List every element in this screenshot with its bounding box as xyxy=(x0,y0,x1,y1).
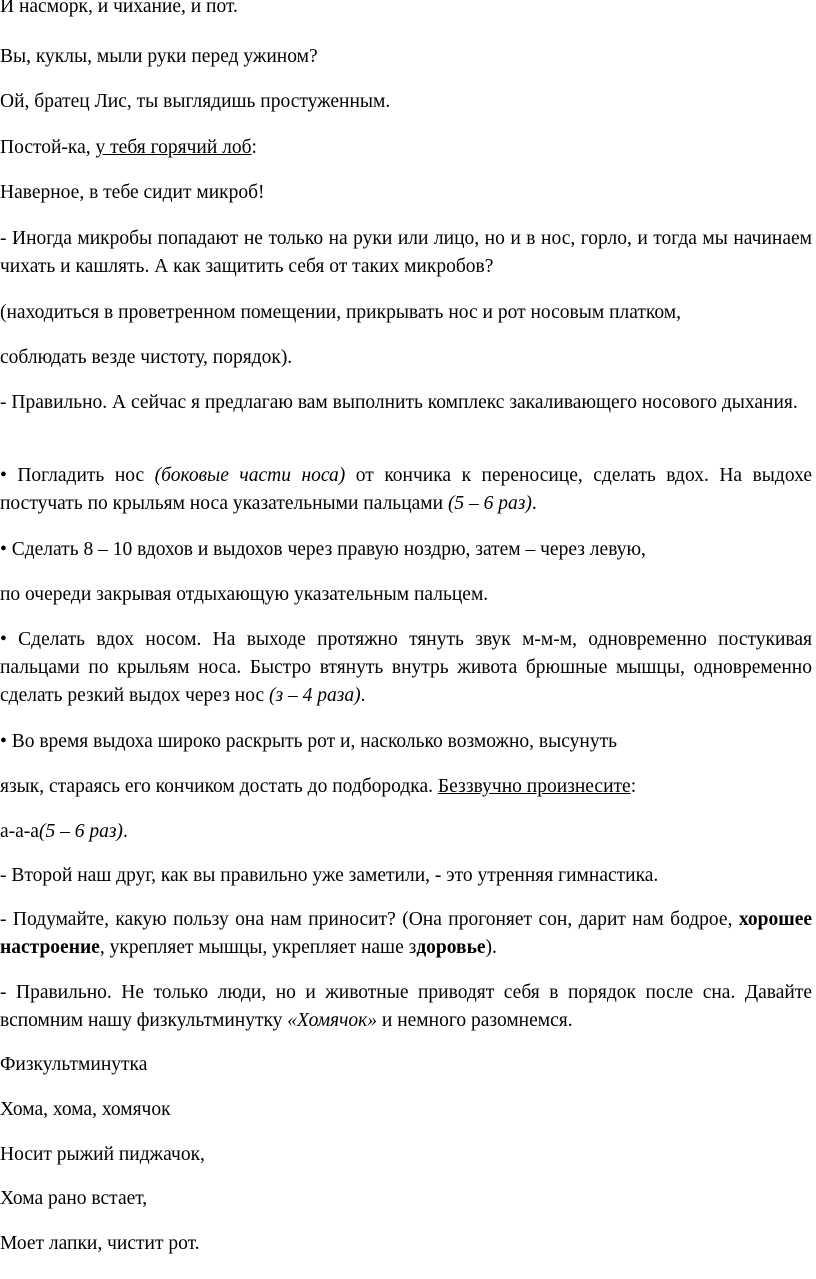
text-span: Хома, хома, хомячок xyxy=(0,1099,171,1120)
text-span: - Второй наш друг, как вы правильно уже заметили, - это утренняя гимнастика. xyxy=(0,865,659,886)
text-line xyxy=(0,0,812,21)
text-span: Ой, братец Лис, ты выглядишь простуженным. xyxy=(0,91,391,112)
italic-text: (5 – 6 раз) xyxy=(38,821,123,842)
text-span: , укрепляет мышцы, укрепляет наше з xyxy=(99,937,417,958)
underlined-text: у тебя горячий лоб xyxy=(95,137,252,158)
text-line xyxy=(0,134,812,162)
text-span: . xyxy=(531,493,537,514)
text-span: Постой-ка, xyxy=(0,137,96,158)
text-line xyxy=(0,773,812,801)
text-span: : xyxy=(251,137,257,158)
text-span: а-а-а xyxy=(0,821,39,842)
text-span: - Правильно. Не только люди, но и животные приводят себя в порядок после сна. Давайте вспомним нашу физкультминутку xyxy=(0,982,812,1031)
italic-text: (з – 4 раза) xyxy=(268,685,361,706)
paragraph xyxy=(0,979,812,1035)
text-span: • Во время выдоха широко раскрыть рот и, насколько возможно, высунуть xyxy=(0,731,617,752)
text-line xyxy=(0,43,812,71)
text-span: - Подумайте, какую пользу она нам приносит? (Она прогоняет сон, дарит нам бодрое, xyxy=(0,909,739,930)
text-line xyxy=(0,299,812,327)
text-span: Наверное, в тебе сидит микроб! xyxy=(0,182,265,203)
text-line xyxy=(0,88,812,116)
text-line xyxy=(0,179,812,207)
text-span: : xyxy=(630,776,637,797)
bold-text: доровье xyxy=(416,937,486,958)
text-span: • Сделать 8 – 10 вдохов и выдохов через правую ноздрю, затем – через левую, xyxy=(0,539,646,560)
text-line xyxy=(0,1230,812,1258)
text-span: . xyxy=(360,685,366,706)
text-line xyxy=(0,1051,812,1079)
text-span: Вы, куклы, мыли руки перед ужином? xyxy=(0,46,318,67)
text-span: Хома рано встает, xyxy=(0,1188,148,1209)
text-line xyxy=(0,1141,812,1169)
bold-text: хорошее настроение xyxy=(0,909,812,958)
text-line xyxy=(0,536,812,564)
italic-text: «Хомячок» xyxy=(287,1010,378,1031)
text-line xyxy=(0,581,812,609)
text-span: И насморк, и чихание, и пот. xyxy=(0,0,238,17)
text-span: Носит рыжий пиджачок, xyxy=(0,1144,205,1165)
text-span: • Сделать вдох носом. На выходе протяжно тянуть звук м-м-м, одновременно постукивая пальцами по крыльям носа. Быстро втянуть внутрь живота брюшные мышцы, одновременно сделать резкий выдох через нос xyxy=(0,629,812,706)
text-span: - Правильно. А сейчас я предлагаю вам выполнить комплекс закаливающего носового дыхания. xyxy=(0,392,798,413)
paragraph xyxy=(0,626,812,710)
text-span: и немного разомнемся. xyxy=(377,1010,573,1031)
text-line xyxy=(0,1096,812,1124)
text-line xyxy=(0,818,812,846)
paragraph xyxy=(0,225,812,281)
text-line xyxy=(0,862,812,890)
text-line xyxy=(0,344,812,372)
underlined-text: Беззвучно произнесите xyxy=(437,776,631,797)
italic-text: (5 – 6 раз) xyxy=(447,493,532,514)
text-span: язык, стараясь его кончиком достать до подбородка. xyxy=(0,776,438,797)
text-line xyxy=(0,728,812,756)
text-span: Физкультминутка xyxy=(0,1054,148,1075)
paragraph xyxy=(0,462,812,518)
text-span: ). xyxy=(485,937,497,958)
text-span: - Иногда микробы попадают не только на руки или лицо, но и в нос, горло, и тогда мы начинаем чихать и кашлять. А как защитить себя от таких микробов? xyxy=(0,228,812,277)
text-span: от кончика к переносице, сделать вдох. На выдохе постучать по крыльям носа указательными пальцами xyxy=(0,465,813,514)
paragraph xyxy=(0,906,812,962)
text-span: соблюдать везде чистоту, порядок). xyxy=(0,347,293,368)
text-span: (находиться в проветренном помещении, прикрывать нос и рот носовым платком, xyxy=(0,302,681,323)
paragraph xyxy=(0,389,812,417)
text-span: по очереди закрывая отдыхающую указательным пальцем. xyxy=(0,584,489,605)
text-span: Моет лапки, чистит рот. xyxy=(0,1233,200,1254)
text-line xyxy=(0,1185,812,1213)
italic-text: (боковые части носа) xyxy=(154,465,346,486)
text-span: • Погладить нос xyxy=(0,465,155,486)
text-span: . xyxy=(122,821,128,842)
